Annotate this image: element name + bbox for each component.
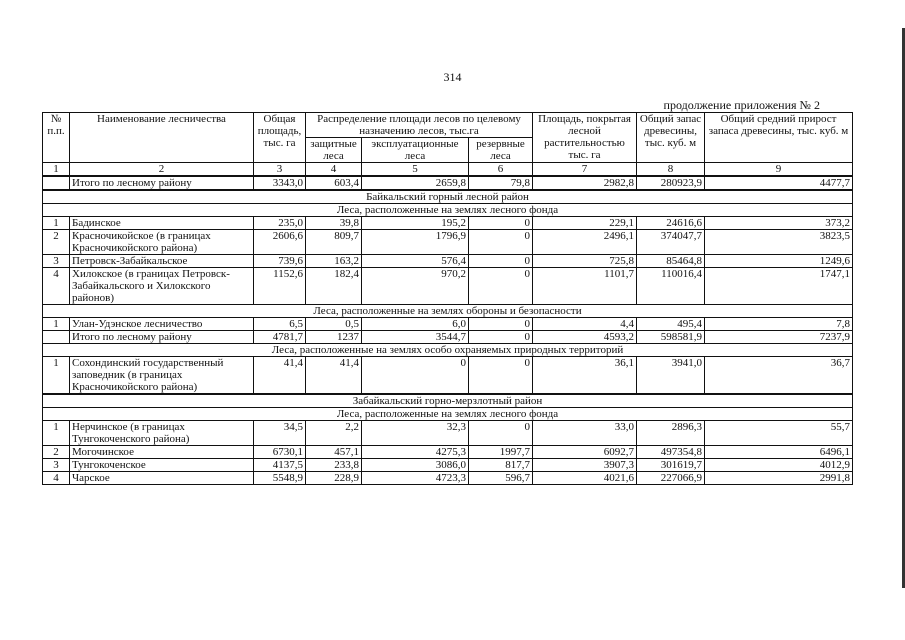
numeric-cell: 576,4 <box>362 255 469 268</box>
forestry-name: Итого по лесному району <box>70 176 254 190</box>
row-number <box>43 331 70 344</box>
numeric-cell: 233,8 <box>306 459 362 472</box>
total-row <box>43 331 853 344</box>
numeric-cell: 2,2 <box>306 421 362 446</box>
numeric-cell: 2896,3 <box>637 421 705 446</box>
forestry-name: Бадинское <box>70 217 254 230</box>
column-number: 1 <box>43 163 70 177</box>
numeric-cell: 596,7 <box>469 472 533 485</box>
numeric-cell: 2659,8 <box>362 176 469 190</box>
numeric-cell: 1796,9 <box>362 230 469 255</box>
numeric-cell: 6,5 <box>254 318 306 331</box>
numeric-cell: 41,4 <box>306 357 362 395</box>
forestry-name: Хилокское (в границах Петровск-Забайкальского и Хилокского районов) <box>70 268 254 305</box>
row-number: 4 <box>43 472 70 485</box>
numeric-cell: 809,7 <box>306 230 362 255</box>
numeric-cell: 1249,6 <box>705 255 853 268</box>
forestry-name: Нерчинское (в границах Тунгокоченского района) <box>70 421 254 446</box>
column-number: 8 <box>637 163 705 177</box>
numeric-cell: 4593,2 <box>533 331 637 344</box>
numeric-cell: 36,1 <box>533 357 637 395</box>
numeric-cell: 7,8 <box>705 318 853 331</box>
numeric-cell: 0 <box>469 318 533 331</box>
section-title: Леса, расположенные на землях лесного фонда <box>43 204 853 217</box>
numeric-cell: 725,8 <box>533 255 637 268</box>
header-growth: Общий средний прирост запаса древесины, тыс. куб. м <box>705 113 853 163</box>
numeric-cell: 970,2 <box>362 268 469 305</box>
numeric-cell: 1101,7 <box>533 268 637 305</box>
numeric-cell: 32,3 <box>362 421 469 446</box>
table-row <box>43 459 853 472</box>
numeric-cell: 0 <box>469 255 533 268</box>
row-number: 1 <box>43 217 70 230</box>
numeric-cell: 497354,8 <box>637 446 705 459</box>
numeric-cell: 110016,4 <box>637 268 705 305</box>
numeric-cell: 3544,7 <box>362 331 469 344</box>
table-body <box>43 176 853 485</box>
section-title: Забайкальский горно-мерзлотный район <box>43 394 853 408</box>
column-number: 9 <box>705 163 853 177</box>
numeric-cell: 3823,5 <box>705 230 853 255</box>
numeric-cell: 1997,7 <box>469 446 533 459</box>
numeric-cell: 4723,3 <box>362 472 469 485</box>
numeric-cell: 5548,9 <box>254 472 306 485</box>
numeric-cell: 603,4 <box>306 176 362 190</box>
header-total-area: Общая площадь, тыс. га <box>254 113 306 163</box>
numeric-cell: 6730,1 <box>254 446 306 459</box>
forestry-name: Красночикойское (в границах Красночикойского района) <box>70 230 254 255</box>
numeric-cell: 41,4 <box>254 357 306 395</box>
numeric-cell: 0 <box>469 357 533 395</box>
forestry-name: Могочинское <box>70 446 254 459</box>
numeric-cell: 1237 <box>306 331 362 344</box>
numeric-cell: 6,0 <box>362 318 469 331</box>
section-row <box>43 305 853 318</box>
table-row <box>43 318 853 331</box>
table-row <box>43 357 853 395</box>
numeric-cell: 227066,9 <box>637 472 705 485</box>
row-number: 1 <box>43 318 70 331</box>
section-row <box>43 344 853 357</box>
header-covered-area: Площадь, покрытая лесной растительностью тыс. га <box>533 113 637 163</box>
numeric-cell: 33,0 <box>533 421 637 446</box>
table-row <box>43 217 853 230</box>
numeric-cell: 195,2 <box>362 217 469 230</box>
numeric-cell: 36,7 <box>705 357 853 395</box>
table-row <box>43 421 853 446</box>
forest-table <box>42 112 853 485</box>
numeric-cell: 39,8 <box>306 217 362 230</box>
row-number: 3 <box>43 255 70 268</box>
forestry-name: Улан-Удэнское лесничество <box>70 318 254 331</box>
numeric-cell: 34,5 <box>254 421 306 446</box>
numeric-cell: 235,0 <box>254 217 306 230</box>
column-number-row <box>43 163 853 177</box>
row-number: 1 <box>43 357 70 395</box>
column-number: 3 <box>254 163 306 177</box>
numeric-cell: 0 <box>469 421 533 446</box>
numeric-cell: 55,7 <box>705 421 853 446</box>
numeric-cell: 6092,7 <box>533 446 637 459</box>
numeric-cell: 229,1 <box>533 217 637 230</box>
numeric-cell: 182,4 <box>306 268 362 305</box>
numeric-cell: 3941,0 <box>637 357 705 395</box>
numeric-cell: 79,8 <box>469 176 533 190</box>
numeric-cell: 457,1 <box>306 446 362 459</box>
numeric-cell: 4477,7 <box>705 176 853 190</box>
numeric-cell: 6496,1 <box>705 446 853 459</box>
numeric-cell: 4021,6 <box>533 472 637 485</box>
table-row <box>43 268 853 305</box>
table-row <box>43 255 853 268</box>
column-number: 4 <box>306 163 362 177</box>
numeric-cell: 3343,0 <box>254 176 306 190</box>
header-num: № п.п. <box>43 113 70 163</box>
total-row <box>43 176 853 190</box>
forestry-name: Итого по лесному району <box>70 331 254 344</box>
numeric-cell: 2982,8 <box>533 176 637 190</box>
numeric-cell: 2606,6 <box>254 230 306 255</box>
section-title: Леса, расположенные на землях обороны и безопасности <box>43 305 853 318</box>
header-protective: защитные леса <box>306 138 362 163</box>
numeric-cell: 3907,3 <box>533 459 637 472</box>
table-row <box>43 230 853 255</box>
header-reserve: резервные леса <box>469 138 533 163</box>
row-number: 4 <box>43 268 70 305</box>
numeric-cell: 228,9 <box>306 472 362 485</box>
numeric-cell: 817,7 <box>469 459 533 472</box>
table-row <box>43 472 853 485</box>
table-row <box>43 446 853 459</box>
numeric-cell: 24616,6 <box>637 217 705 230</box>
numeric-cell: 1152,6 <box>254 268 306 305</box>
numeric-cell: 4275,3 <box>362 446 469 459</box>
section-row <box>43 190 853 204</box>
numeric-cell: 7237,9 <box>705 331 853 344</box>
numeric-cell: 163,2 <box>306 255 362 268</box>
numeric-cell: 280923,9 <box>637 176 705 190</box>
section-row <box>43 408 853 421</box>
section-title: Байкальский горный лесной район <box>43 190 853 204</box>
numeric-cell: 2991,8 <box>705 472 853 485</box>
numeric-cell: 0,5 <box>306 318 362 331</box>
header-distribution: Распределение площади лесов по целевому назначению лесов, тыс.га <box>306 113 533 138</box>
section-row <box>43 394 853 408</box>
numeric-cell: 4012,9 <box>705 459 853 472</box>
header-name: Наименование лесничества <box>70 113 254 163</box>
forestry-name: Петровск-Забайкальское <box>70 255 254 268</box>
column-number: 2 <box>70 163 254 177</box>
numeric-cell: 4781,7 <box>254 331 306 344</box>
continuation-note: продолжение приложения № 2 <box>663 98 820 112</box>
numeric-cell: 0 <box>469 217 533 230</box>
row-number: 2 <box>43 446 70 459</box>
column-number: 7 <box>533 163 637 177</box>
forestry-name: Чарское <box>70 472 254 485</box>
numeric-cell: 1747,1 <box>705 268 853 305</box>
section-title: Леса, расположенные на землях лесного фонда <box>43 408 853 421</box>
numeric-cell: 495,4 <box>637 318 705 331</box>
numeric-cell: 3086,0 <box>362 459 469 472</box>
row-number <box>43 176 70 190</box>
numeric-cell: 4,4 <box>533 318 637 331</box>
numeric-cell: 85464,8 <box>637 255 705 268</box>
numeric-cell: 0 <box>469 268 533 305</box>
column-number: 5 <box>362 163 469 177</box>
numeric-cell: 2496,1 <box>533 230 637 255</box>
numeric-cell: 598581,9 <box>637 331 705 344</box>
row-number: 2 <box>43 230 70 255</box>
section-row <box>43 204 853 217</box>
numeric-cell: 739,6 <box>254 255 306 268</box>
numeric-cell: 0 <box>469 230 533 255</box>
numeric-cell: 374047,7 <box>637 230 705 255</box>
row-number: 3 <box>43 459 70 472</box>
section-title: Леса, расположенные на землях особо охраняемых природных территорий <box>43 344 853 357</box>
numeric-cell: 301619,7 <box>637 459 705 472</box>
numeric-cell: 0 <box>362 357 469 395</box>
header-exploitation: эксплуатационные леса <box>362 138 469 163</box>
column-number: 6 <box>469 163 533 177</box>
forestry-name: Тунгокоченское <box>70 459 254 472</box>
numeric-cell: 4137,5 <box>254 459 306 472</box>
numeric-cell: 373,2 <box>705 217 853 230</box>
numeric-cell: 0 <box>469 331 533 344</box>
page-number: 314 <box>443 70 462 84</box>
forestry-name: Сохондинский государственный заповедник (в границах Красночикойского района) <box>70 357 254 395</box>
header-wood-stock: Общий запас древесины, тыс. куб. м <box>637 113 705 163</box>
row-number: 1 <box>43 421 70 446</box>
